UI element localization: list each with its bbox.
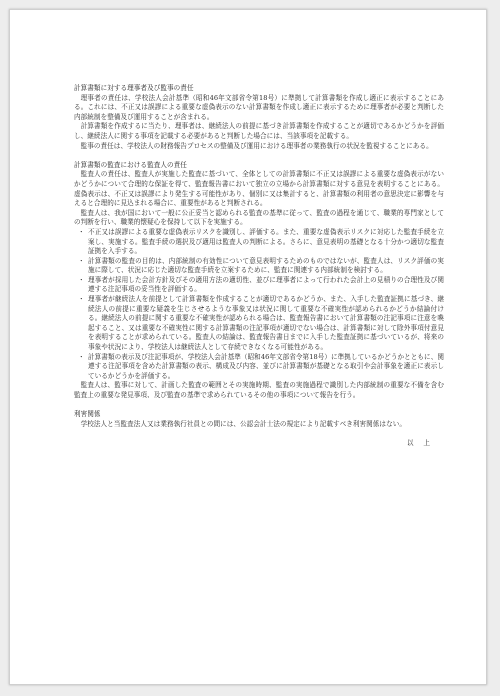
list-item	[74, 257, 444, 276]
list-item-text: 不正又は誤謬による重要な虚偽表示リスクを識別し、評価する。また、重要な虚偽表示リスクに対応した監査手続を立案し、実施する。監査手続の選択及び適用は監査人の判断による。さらに、意見表明の基礎となる十分かつ適切な監査証拠を入手する。	[88, 227, 444, 256]
list-item-text: 計算書類の監査の目的は、内部統制の有効性について意見表明するためのものではないが、監査人は、リスク評価の実施に際して、状況に応じた適切な監査手続を立案するために、監査に関連する内部統制を検討する。	[88, 256, 444, 275]
list-item	[74, 353, 444, 382]
list-item-text: 計算書類の表示及び注記事項が、学校法人会計基準（昭和46年文部省令第18号）に準拠しているかどうかとともに、関連する注記事項を含めた計算書類の表示、構成及び内容、並びに計算書類が基礎となる取引や会計事象を適正に表示しているかどうかを評価する。	[88, 352, 444, 380]
report-body	[74, 84, 444, 449]
bullet-icon: ・	[78, 295, 85, 304]
closing-mark: 以上	[406, 438, 440, 447]
auditor-closing-paragraph: 監査人は、監事に対して、計画した監査の範囲とその実施時期、監査の実施過程で識別した内部統制の重要な不備を含む監査上の重要な発見事項、及び監査の基準で求められているその他の事項について報告を行う。	[74, 381, 444, 399]
responsibility-heading: 計算書類に対する理事者及び監事の責任	[74, 84, 194, 92]
list-item-text: 理事者が採用した会計方針及びその適用方法の適切性、並びに理事者によって行われた会計上の見積りの合理性及び関連する注記事項の妥当性を評価する。	[88, 275, 444, 294]
section-spacer	[74, 151, 444, 161]
list-item	[74, 295, 444, 353]
auditor-procedure-list	[74, 228, 444, 382]
list-item-text: 理事者が継続法人を前提として計算書類を作成することが適切であるかどうか、また、入手した監査証拠に基づき、継続法人の前提に重要な疑義を生じさせるような事象又は状況に関して重要な不確実性が認められるかどうか結論付ける。継続法人の前提に関する重要な不確実性が認められる場合は、監査報告書において計算書類の注記事項に注意を喚起すること、又は重要な不確実性に関する計算書類の注記事項が適切でない場合は、計算書類に対して除外事項付意見を表明することが求められている。監査人の結論は、監査報告書日までに入手した監査証拠に基づいているが、将来の事象や状況により、学校法人は継続法人として存続できなくなる可能性がある。	[88, 295, 444, 352]
bullet-icon: ・	[78, 227, 85, 236]
section-spacer	[74, 401, 444, 411]
bullet-icon: ・	[78, 275, 85, 284]
auditor-paragraph: 監査人は、我が国において一般に公正妥当と認められる監査の基準に従って、監査の過程を通じて、職業的専門家としての判断を行い、職業的懐疑心を保持して以下を実施する。	[74, 208, 444, 227]
responsibility-paragraph: 監事の責任は、学校法人の財務報告プロセスの整備及び運用における理事者の業務執行の状況を監視することにある。	[80, 141, 433, 150]
auditor-heading: 計算書類の監査における監査人の責任	[74, 160, 187, 169]
interest-heading: 利害関係	[74, 410, 101, 419]
list-item	[74, 276, 444, 295]
document-page	[9, 9, 487, 685]
list-item	[74, 228, 444, 257]
interest-paragraph: 学校法人と当監査法人又は業務執行社員との間には、公認会計士法の規定により記載すべき利害関係はない。	[80, 419, 407, 428]
section-spacer	[74, 429, 444, 439]
bullet-icon: ・	[78, 352, 85, 361]
auditor-paragraph: 監査人の責任は、監査人が実施した監査に基づいて、全体としての計算書類に不正又は誤謬による重要な虚偽表示がないかどうかについて合理的な保証を得て、監査報告書において独立の立場から計算書類に対する意見を表明することにある。虚偽表示は、不正又は誤謬により発生する可能性があり、個別に又は集計すると、計算書類の利用者の意思決定に影響を与えると合理的に見込まれる場合に、重要性があると判断される。	[74, 170, 444, 208]
responsibility-paragraph: 理事者の責任は、学校法人会計基準（昭和46年文部省令第18号）に準拠して計算書類を作成し適正に表示することにある。これには、不正又は誤謬による重要な虚偽表示のない計算書類を作成し適正に表示するために理事者が必要と判断した内部統制を整備及び運用することが含まれる。	[74, 93, 444, 121]
bullet-icon: ・	[78, 256, 85, 265]
responsibility-paragraph: 計算書類を作成するに当たり、理事者は、継続法人の前提に基づき計算書類を作成することが適切であるかどうかを評価し、継続法人に関する事項を記載する必要があると判断した場合には、当該事項を記載する。	[74, 122, 444, 140]
